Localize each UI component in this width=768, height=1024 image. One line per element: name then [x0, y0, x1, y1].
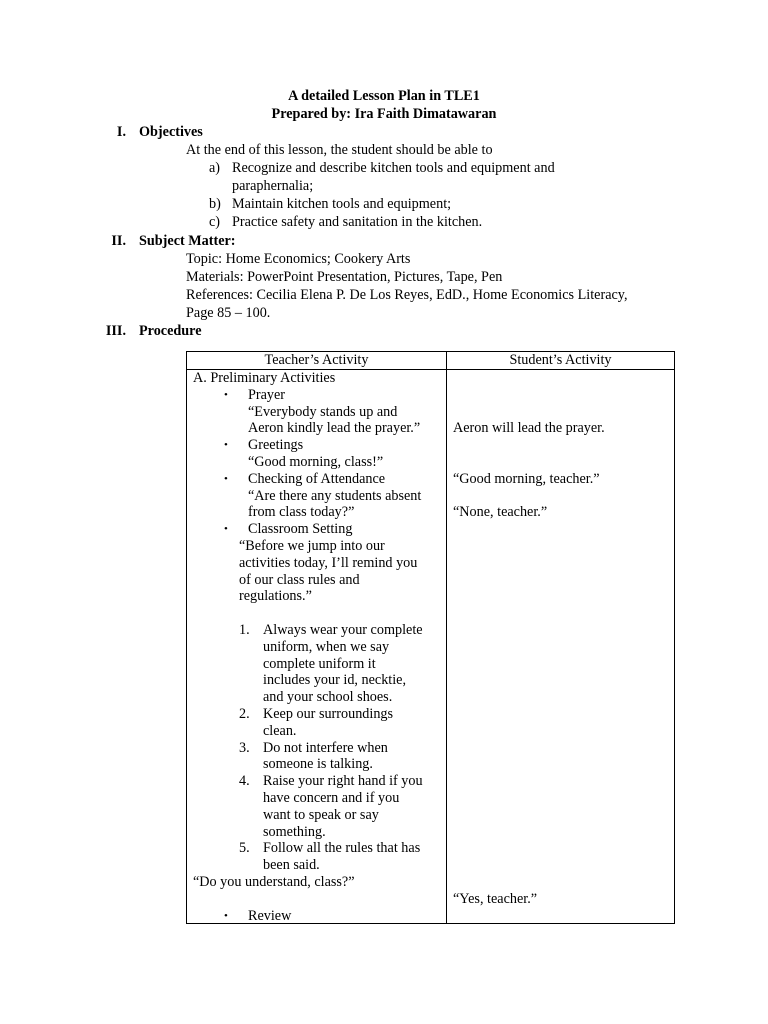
rule-line: complete uniform it [263, 655, 376, 672]
teacher-activity-header: Teacher’s Activity [187, 352, 447, 370]
bullet-icon: • [224, 472, 228, 485]
rule-line: someone is talking. [263, 756, 373, 773]
activity-prayer: Prayer [248, 386, 286, 403]
document-title: A detailed Lesson Plan in TLE1 [288, 88, 480, 104]
bullet-icon: • [224, 523, 228, 536]
objective-text: Maintain kitchen tools and equipment; [232, 196, 452, 212]
prepared-by: Prepared by: Ira Faith Dimatawaran [271, 106, 497, 122]
student-response-prayer: Aeron will lead the prayer. [453, 420, 605, 437]
teacher-line: “Before we jump into our [239, 538, 385, 554]
teacher-line: of our class rules and [239, 571, 360, 588]
rule-line: Keep our surroundings [263, 706, 394, 722]
rule-line: something. [263, 823, 326, 840]
objective-marker: a) [209, 160, 221, 176]
bullet-icon: • [224, 388, 228, 401]
preliminary-activities-label: A. Preliminary Activities [193, 370, 336, 386]
objective-text: Recognize and describe kitchen tools and equipment and [232, 160, 555, 176]
subject-references: References: Cecilia Elena P. De Los Reyes, EdD., Home Economics Literacy, [186, 287, 628, 303]
rule-line: have concern and if you [263, 790, 400, 806]
objective-text-continued: paraphernalia; [232, 178, 314, 194]
objectives-intro: At the end of this lesson, the student should be able to [186, 142, 493, 158]
rule-number: 4. [239, 773, 250, 790]
procedure-table [186, 351, 675, 924]
activity-review: Review [248, 907, 292, 924]
rule-number: 1. [239, 622, 250, 638]
student-activity-cell [447, 370, 675, 924]
rule-line: Always wear your complete [263, 622, 423, 638]
activity-attendance: Checking of Attendance [248, 470, 386, 487]
teacher-line: “Good morning, class!” [248, 454, 384, 470]
rule-line: uniform, when we say [263, 638, 390, 655]
teacher-question-understand: “Do you understand, class?” [193, 874, 355, 890]
objective-marker: b) [209, 196, 221, 212]
rule-line: and your school shoes. [263, 689, 393, 706]
student-response-attendance: “None, teacher.” [453, 504, 548, 521]
rule-number: 5. [239, 840, 250, 857]
objective-marker: c) [209, 214, 221, 230]
activity-greetings: Greetings [248, 437, 304, 454]
rule-line: Follow all the rules that has [263, 840, 421, 857]
bullet-icon: • [224, 909, 228, 922]
rule-line: been said. [263, 857, 320, 874]
student-activity-header: Student’s Activity [447, 352, 675, 370]
rule-line: Raise your right hand if you [263, 773, 423, 790]
section-heading-objectives: Objectives [139, 124, 203, 140]
teacher-line: Aeron kindly lead the prayer.” [248, 420, 421, 437]
activity-classroom-setting: Classroom Setting [248, 521, 353, 538]
rule-line: clean. [263, 722, 297, 739]
rule-line: includes your id, necktie, [263, 672, 407, 689]
teacher-line: regulations.” [239, 588, 312, 605]
rule-number: 2. [239, 706, 250, 722]
subject-materials: Materials: PowerPoint Presentation, Pictures, Tape, Pen [186, 269, 503, 285]
rule-line: Do not interfere when [263, 739, 388, 756]
bullet-icon: • [224, 439, 228, 452]
teacher-line: from class today?” [248, 504, 355, 521]
teacher-line: activities today, I’ll remind you [239, 554, 418, 571]
subject-references-pages: Page 85 – 100. [186, 305, 271, 321]
subject-topic: Topic: Home Economics; Cookery Arts [186, 251, 411, 267]
student-response-understand: “Yes, teacher.” [453, 890, 538, 907]
teacher-line: “Everybody stands up and [248, 403, 398, 420]
section-heading-subject-matter: Subject Matter: [139, 233, 236, 249]
section-numeral-subject-matter: II. [111, 233, 126, 249]
objective-text: Practice safety and sanitation in the kitchen. [232, 214, 483, 230]
teacher-activity-cell [187, 370, 447, 924]
teacher-line: “Are there any students absent [248, 487, 422, 504]
section-heading-procedure: Procedure [139, 323, 202, 339]
rule-line: want to speak or say [263, 806, 379, 823]
rule-number: 3. [239, 739, 250, 756]
section-numeral-objectives: I. [116, 124, 126, 140]
section-numeral-procedure: III. [105, 323, 126, 339]
student-response-greeting: “Good morning, teacher.” [453, 470, 600, 487]
